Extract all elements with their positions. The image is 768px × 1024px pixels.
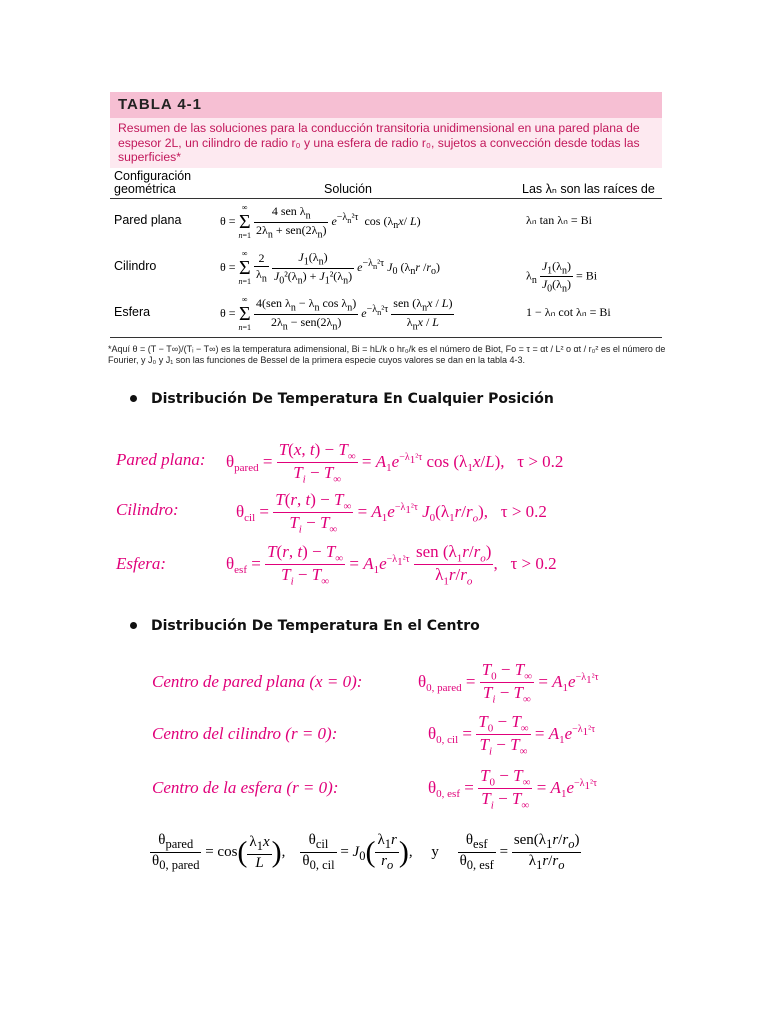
eq-centro-cilindro: Centro del cilindro (r = 0): $\theta_{0, cil}$ = $\frac{T_0 - T_\infty}{T_i - T_\infty}$ = $A_1e^{-\lambda_1^2\tau}$ xyxy=(152,712,596,758)
root-cilindro: $\lambda_n$ $\frac{J_1(\lambda_n)}{J_0(\lambda_n)}$ = Bi xyxy=(526,259,598,295)
col-solucion: Solución xyxy=(324,182,372,196)
row-label: Cilindro xyxy=(114,259,157,273)
section-heading-posicion: Distribución De Temperatura En Cualquier Posición xyxy=(130,391,554,407)
row-label: Pared plana xyxy=(114,213,182,227)
row-label: Esfera xyxy=(114,305,151,319)
formula-pared: θ = ∞ Σ n=1 $\frac{4 sen \lambda_n}{2\lambda_n + sen(2\lambda_n)}$ $e^{-\lambda_n^2\tau}$ $\cos (\lambda_nx/$ L) xyxy=(220,203,421,240)
tabla-4-1 xyxy=(110,92,662,338)
formula-esfera: θ = ∞ Σ n=1 $\frac{4(sen \lambda_n - \lambda_n \cos \lambda_n)}{2\lambda_n - sen(2\lambda_n)}$ $e^{-\lambda_n^2\tau}$ $\frac{sen (\lambda_nx / L)}{\lambda_nx / L}$ xyxy=(220,295,453,332)
eq-centro-esfera: Centro de la esfera (r = 0): $\theta_{0, esf}$ = $\frac{T_0 - T_\infty}{T_i - T_\infty}$ = $A_1e^{-\lambda_1^2\tau}$ xyxy=(152,766,598,812)
tabla-row-esfera xyxy=(110,291,662,337)
root-pared: λₙ tan λₙ = Bi xyxy=(526,213,592,227)
eq-cilindro: Cilindro: $\theta_{cil}$ = $\frac{T(r, t) - T_\infty}{T_i - T_\infty}$ = $A_1e^{-\lambda_1^2\tau}$ $J_0(\lambda_1r/r_o)$, τ > 0.2 xyxy=(116,490,547,536)
tabla-row-cilindro xyxy=(110,245,662,295)
ratio-equations: $\frac{\theta_{pared}}{\theta_{0, pared}}$ = cos( $\frac{\lambda_1x}{L}$ ), $\frac{\theta_{cil}}{\theta_{0, cil}}$ = $J_0$( $\frac{\lambda_1r}{r_o}$ ), y $\frac{\theta_{esf}}{\theta_{0, esf}}$ = $\frac{sen(\lambda_1r/r_o)}{\lambda_1r/r_o}$ xyxy=(152,832,580,872)
tabla-title: TABLA 4-1 xyxy=(110,92,662,118)
tabla-bottom-rule xyxy=(110,337,662,338)
bullet-icon xyxy=(130,622,137,629)
col-configuracion: Configuración geométrica xyxy=(114,169,192,196)
col-raices: Las λₙ son las raíces de xyxy=(522,182,655,196)
eq-centro-pared: Centro de pared plana (x = 0): $\theta_{0, pared}$ = $\frac{T_0 - T_\infty}{T_i - T_\infty}$ = $A_1e^{-\lambda_1^2\tau}$ xyxy=(152,660,599,706)
eq-pared-plana: Pared plana: $\theta_{pared}$ = $\frac{T(x, t) - T_\infty}{T_i - T_\infty}$ = $A_1e^{-\lambda_1^2\tau}$ $\cos (\lambda_1x/L)$, τ > 0.2 xyxy=(116,440,564,486)
tabla-caption: Resumen de las soluciones para la conducción transitoria unidimensional en una pared plana de espesor 2L, un cilindro de radio r₀ y una esfera de radio r₀, sujetos a convección desde todas las superficies* xyxy=(110,118,662,168)
tabla-footnote: *Aquí θ = (T − T∞)/(Tᵢ − T∞) es la temperatura adimensional, Bi = hL/k o hr₀/k es el número de Biot, Fo = τ = αt / L² o αt / r₀² es el número de Fourier, y J₀ y J₁ son las funciones de Bessel de la primera especie cuyos valores se dan en la tabla 4-3. xyxy=(108,344,666,365)
eq-esfera: Esfera: $\theta_{esf}$ = $\frac{T(r, t) - T_\infty}{T_i - T_\infty}$ = $A_1e^{-\lambda_1^2\tau}$ $\frac{sen (\lambda_1r/r_o)}{\lambda_1r/r_o}$ , τ > 0.2 xyxy=(116,542,557,588)
formula-cilindro: θ = ∞ Σ n=1 $\frac{2}{\lambda_n}$ $\frac{J_1(\lambda_n)}{J_0^2(\lambda_n) + J_1^2(\lambda_n)}$ $e^{-\lambda_n^2\tau}$ $J_0$ ($\lambda_nr$ $/r_o$) xyxy=(220,249,440,286)
root-esfera: 1 − λₙ cot λₙ = Bi xyxy=(526,305,611,319)
bullet-icon xyxy=(130,395,137,402)
tabla-column-headers xyxy=(110,168,662,199)
tabla-row-pared xyxy=(110,199,662,245)
section-heading-centro: Distribución De Temperatura En el Centro xyxy=(130,618,480,634)
conjunction: y xyxy=(431,843,439,860)
